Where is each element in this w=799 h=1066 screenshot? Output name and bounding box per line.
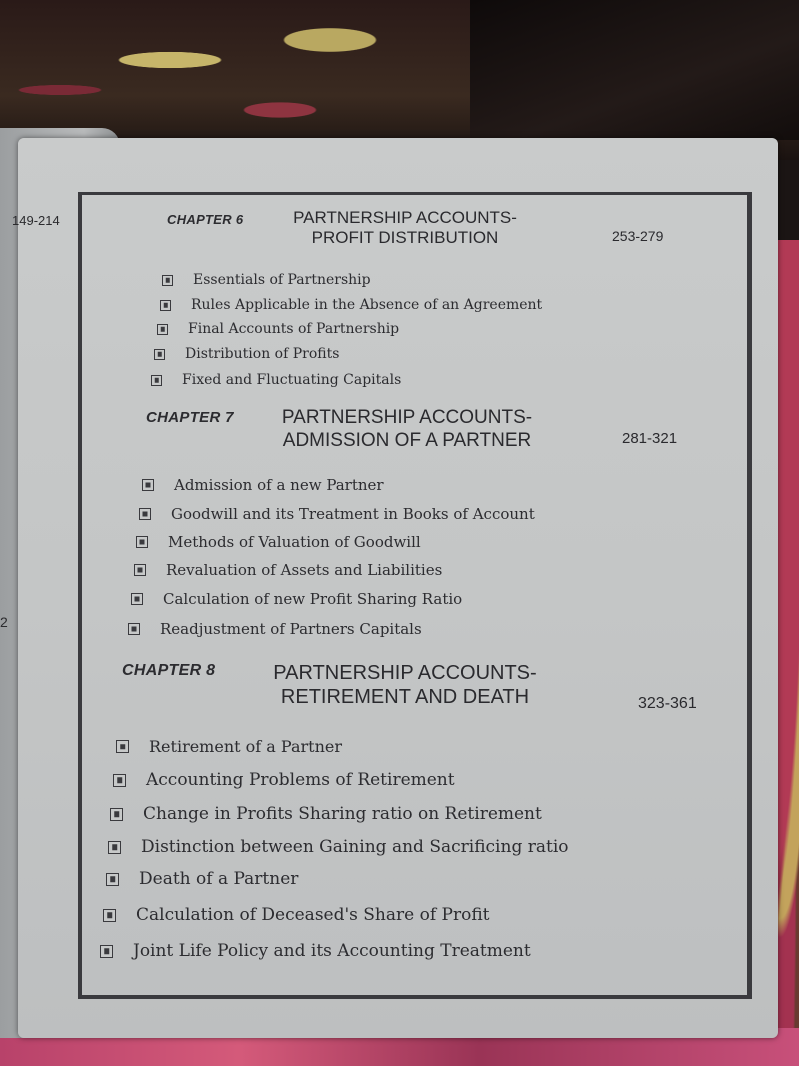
topic-text: Revaluation of Assets and Liabilities: [166, 561, 443, 579]
topic-text: Distinction between Gaining and Sacrificing ratio: [141, 837, 569, 857]
list-item: [160, 297, 542, 313]
list-item: [103, 905, 490, 925]
square-bullet-icon: [162, 275, 173, 286]
chapter-7-title: [262, 407, 552, 453]
square-bullet-icon: [142, 479, 154, 491]
topic-text: Joint Life Policy and its Accounting Treatment: [133, 941, 531, 961]
chapter-8-title-line2: RETIREMENT AND DEATH: [280, 686, 530, 708]
left-edge-mark: 2: [0, 614, 8, 630]
topic-text: Fixed and Fluctuating Capitals: [182, 372, 402, 388]
chapter-7-label: CHAPTER 7: [146, 409, 234, 426]
list-item: [154, 346, 339, 362]
list-item: [157, 321, 399, 337]
square-bullet-icon: [160, 300, 171, 311]
square-bullet-icon: [157, 324, 168, 335]
square-bullet-icon: [139, 508, 151, 520]
topic-text: Change in Profits Sharing ratio on Retirement: [143, 804, 542, 824]
list-item: [134, 561, 442, 579]
topic-text: Admission of a new Partner: [174, 476, 384, 494]
topic-text: Rules Applicable in the Absence of an Agreement: [191, 297, 543, 313]
chapter-6-title-line1: PARTNERSHIP ACCOUNTS-: [293, 208, 517, 227]
topic-text: Calculation of Deceased's Share of Profit: [136, 905, 490, 925]
topic-text: Goodwill and its Treatment in Books of Account: [171, 505, 535, 523]
chapter-8-pages: 323-361: [638, 695, 697, 712]
square-bullet-icon: [106, 873, 119, 886]
square-bullet-icon: [136, 536, 148, 548]
topic-text: Distribution of Profits: [185, 346, 340, 362]
chapter-8-title: [250, 661, 560, 709]
topic-text: Final Accounts of Partnership: [188, 321, 400, 337]
list-item: [136, 533, 421, 551]
topic-text: Accounting Problems of Retirement: [146, 770, 455, 790]
chapter-8-title-line1: PARTNERSHIP ACCOUNTS-: [273, 662, 537, 684]
list-item: [128, 620, 422, 638]
chapter-8-label: CHAPTER 8: [122, 662, 216, 679]
square-bullet-icon: [128, 623, 140, 635]
chapter-6-title: [270, 208, 540, 249]
chapter-7-title-line1: PARTNERSHIP ACCOUNTS-: [281, 407, 533, 428]
square-bullet-icon: [134, 564, 146, 576]
square-bullet-icon: [103, 909, 116, 922]
list-item: [113, 770, 455, 790]
list-item: [116, 737, 342, 756]
square-bullet-icon: [113, 774, 126, 787]
square-bullet-icon: [131, 593, 143, 605]
square-bullet-icon: [100, 945, 113, 958]
list-item: [131, 590, 462, 608]
chapter-6-pages: 253-279: [612, 228, 664, 244]
background-shadow: [470, 0, 799, 140]
square-bullet-icon: [108, 841, 121, 854]
square-bullet-icon: [110, 808, 123, 821]
chapter-7-pages: 281-321: [622, 430, 678, 447]
topic-text: Death of a Partner: [139, 869, 299, 889]
square-bullet-icon: [154, 349, 165, 360]
topic-text: Readjustment of Partners Capitals: [160, 620, 422, 638]
topic-text: Retirement of a Partner: [149, 737, 342, 756]
square-bullet-icon: [116, 740, 129, 753]
previous-page-range: 149-214: [12, 213, 60, 228]
list-item: [142, 476, 384, 494]
chapter-7-title-line2: ADMISSION OF A PARTNER: [282, 429, 532, 451]
list-item: [110, 804, 542, 824]
list-item: [108, 837, 569, 857]
topic-text: Methods of Valuation of Goodwill: [168, 533, 421, 551]
list-item: [139, 505, 535, 523]
topic-text: Essentials of Partnership: [193, 272, 371, 288]
list-item: [151, 372, 401, 388]
list-item: [162, 272, 371, 288]
chapter-6-title-line2: PROFIT DISTRIBUTION: [311, 228, 499, 248]
list-item: [100, 941, 531, 961]
topic-text: Calculation of new Profit Sharing Ratio: [163, 590, 463, 608]
list-item: [106, 869, 298, 889]
square-bullet-icon: [151, 375, 162, 386]
chapter-6-label: CHAPTER 6: [167, 212, 244, 227]
